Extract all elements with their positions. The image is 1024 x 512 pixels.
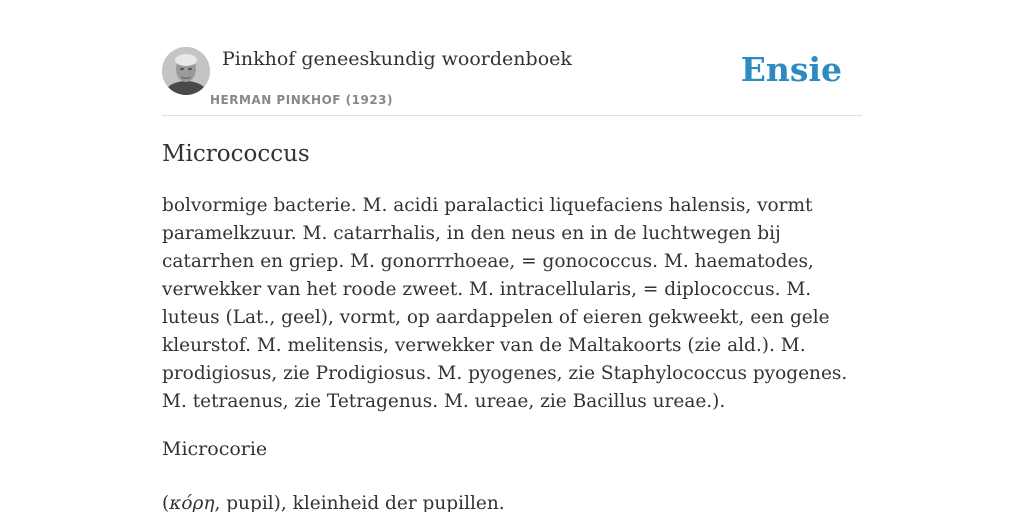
author-portrait-icon	[162, 47, 210, 95]
next-entry-definition	[162, 490, 862, 512]
author-name[interactable]: HERMAN PINKHOF (1923)	[210, 93, 394, 107]
book-title[interactable]: Pinkhof geneeskundig woordenboek	[222, 48, 572, 70]
definition-open-paren: (	[162, 493, 170, 512]
entry-definition: bolvormige bacterie. M. acidi paralactici liquefaciens halensis, vormt paramelkzuur. M. catarrhalis, in den neus en in de luchtwegen bij catarrhen en griep. M. gonorrrhoeae, = gonococcus. M. haematodes, verwekker van het roode zweet. M. intracellularis, = diplococcus. M. luteus (Lat., geel), vormt, op aardappelen of eieren gekweekt, een gele kleurstof. M. melitensis, verwekker van de Maltakoorts (zie ald.). M. prodigiosus, zie Prodigiosus. M. pyogenes, zie Staphylococcus pyogenes. M. tetraenus, zie Tetragenus. M. ureae, zie Bacillus ureae.).	[162, 195, 848, 412]
greek-term: κόρη	[169, 493, 215, 512]
author-avatar[interactable]	[162, 47, 210, 95]
entry-title: Micrococcus	[162, 141, 310, 167]
ensie-logo[interactable]: Ensie	[740, 50, 842, 89]
page-header	[162, 46, 862, 116]
definition-rest: , pupil), kleinheid der pupillen.	[214, 493, 505, 512]
next-entry-title: Microcorie	[162, 438, 268, 460]
entry-content	[162, 138, 862, 512]
